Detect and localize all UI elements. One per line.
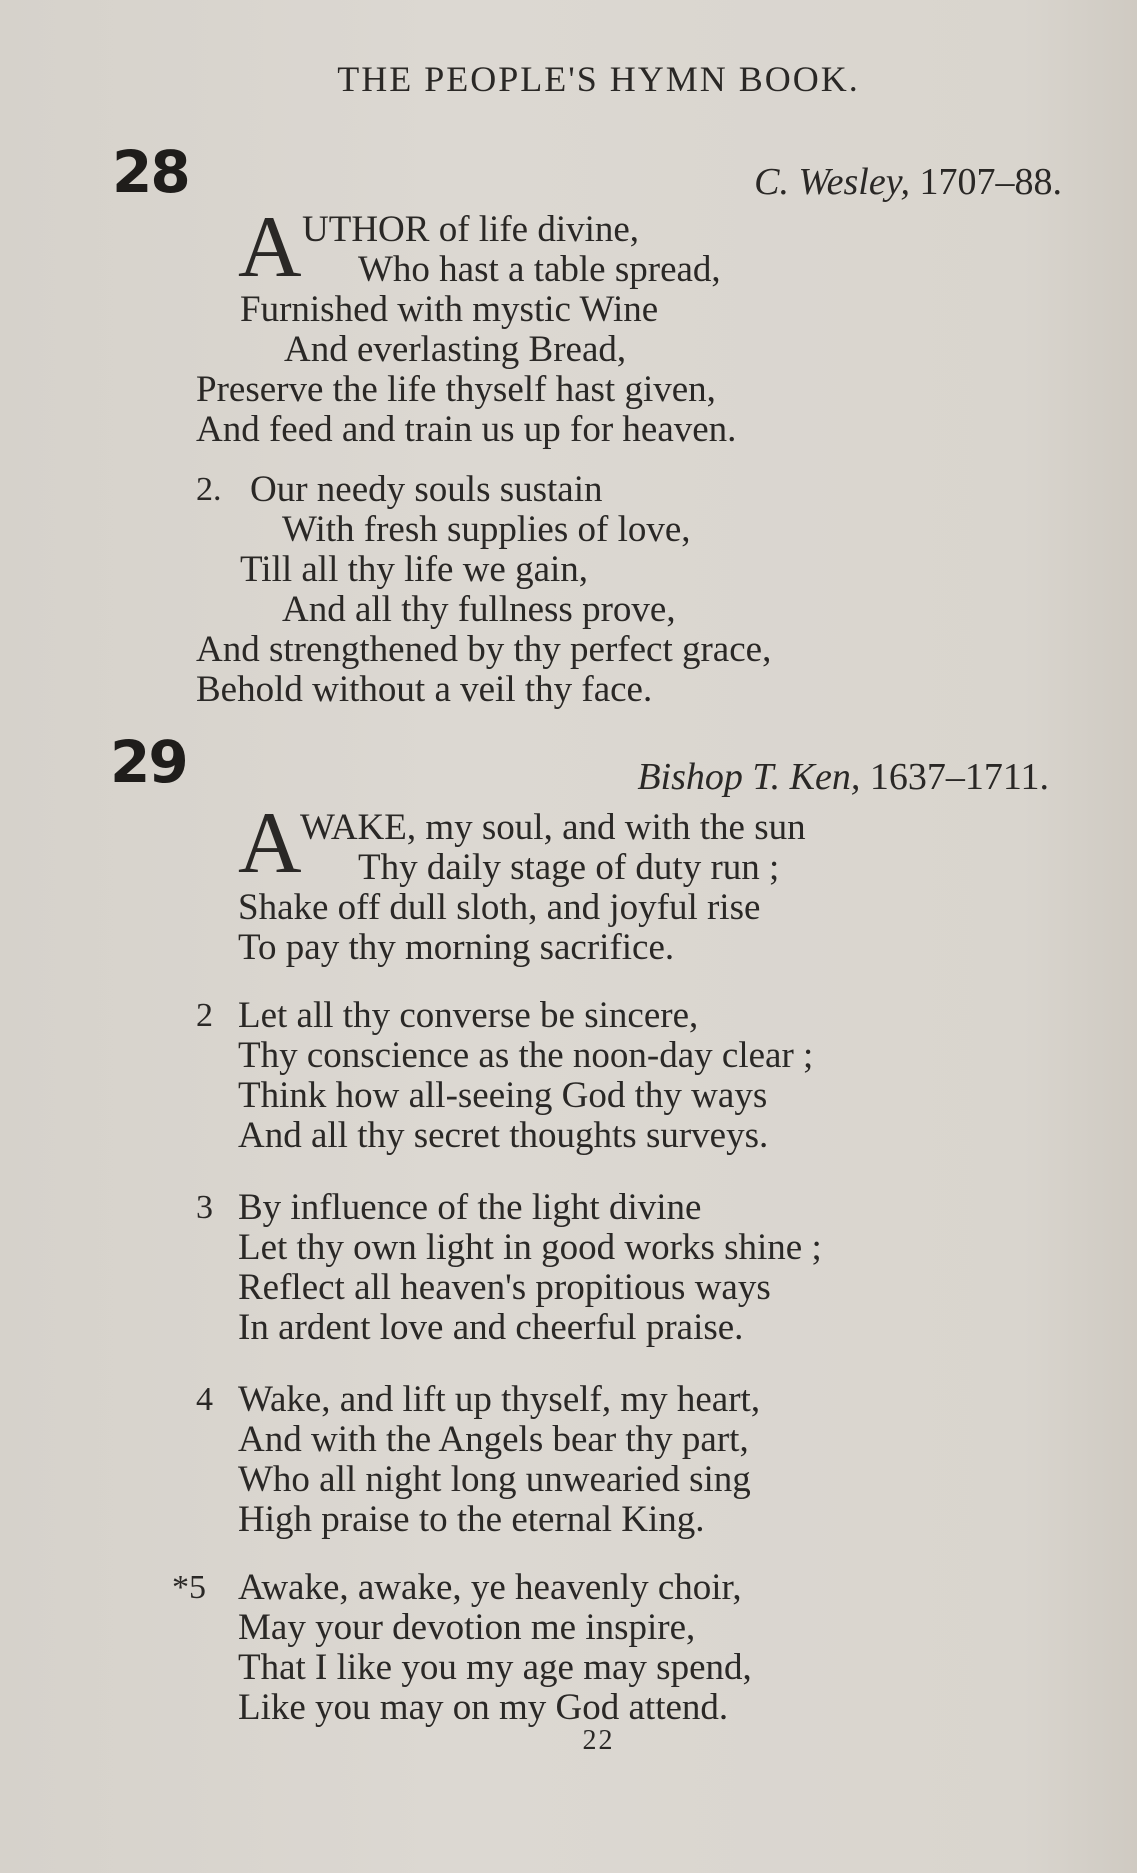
verse-line: And feed and train us up for heaven. xyxy=(196,409,737,450)
verse-line: Shake off dull sloth, and joyful rise xyxy=(238,887,761,928)
verse-line: Our needy souls sustain xyxy=(250,469,603,510)
hymn-28-author xyxy=(754,160,1062,204)
running-header: THE PEOPLE'S HYMN BOOK. xyxy=(337,59,860,99)
verse-line: And with the Angels bear thy part, xyxy=(238,1419,749,1460)
verse-number: 2. xyxy=(196,471,222,508)
verse-line: Let all thy converse be sincere, xyxy=(238,995,699,1036)
verse-number: 3 xyxy=(196,1189,213,1226)
verse-line: Think how all-seeing God thy ways xyxy=(238,1075,768,1116)
verse-number: 2 xyxy=(196,997,213,1034)
verse-line: Furnished with mystic Wine xyxy=(240,289,659,330)
verse-line: Let thy own light in good works shine ; xyxy=(238,1227,822,1268)
verse-line: May your devotion me inspire, xyxy=(238,1607,696,1648)
drop-cap: A xyxy=(238,199,302,296)
verse-line: Who all night long unwearied sing xyxy=(238,1459,751,1500)
verse-line: In ardent love and cheerful praise. xyxy=(238,1307,744,1348)
verse-line: Who hast a table spread, xyxy=(358,249,721,290)
verse-line: And all thy fullness prove, xyxy=(282,589,676,630)
author-name: C. Wesley, xyxy=(754,161,910,203)
hymn-number-28: 28 xyxy=(112,138,189,206)
author-dates: 1707–88. xyxy=(919,161,1062,203)
verse-line: Thy conscience as the noon-day clear ; xyxy=(238,1035,814,1076)
verse-line: Like you may on my God attend. xyxy=(238,1687,729,1728)
hymn-29-author xyxy=(637,755,1049,799)
verse-line: Behold without a veil thy face. xyxy=(196,669,653,710)
verse-line: To pay thy morning sacrifice. xyxy=(238,927,675,968)
verse-line: By influence of the light divine xyxy=(238,1187,702,1228)
verse-line: That I like you my age may spend, xyxy=(238,1647,752,1688)
verse-number: *5 xyxy=(172,1569,206,1606)
verse-line: And strengthened by thy perfect grace, xyxy=(196,629,772,670)
verse-line: Till all thy life we gain, xyxy=(240,549,589,590)
verse-line: Awake, awake, ye heavenly choir, xyxy=(238,1567,742,1608)
verse-line: High praise to the eternal King. xyxy=(238,1499,705,1540)
author-name: Bishop T. Ken, xyxy=(637,756,861,798)
verse-line: WAKE, my soul, and with the sun xyxy=(300,807,806,848)
page-number: 22 xyxy=(582,1725,615,1756)
verse-line: And everlasting Bread, xyxy=(284,329,627,370)
author-dates: 1637–1711. xyxy=(869,756,1049,798)
drop-cap: A xyxy=(238,795,302,892)
hymn-number-29: 29 xyxy=(110,728,187,796)
verse-line: Preserve the life thyself hast given, xyxy=(196,369,716,410)
verse-line: Reflect all heaven's propitious ways xyxy=(238,1267,771,1308)
verse-line: UTHOR of life divine, xyxy=(302,209,640,250)
verse-number: 4 xyxy=(196,1381,213,1418)
verse-line: Wake, and lift up thyself, my heart, xyxy=(238,1379,761,1420)
verse-line: With fresh supplies of love, xyxy=(282,509,691,550)
verse-line: Thy daily stage of duty run ; xyxy=(358,847,780,888)
verse-line: And all thy secret thoughts surveys. xyxy=(238,1115,769,1156)
